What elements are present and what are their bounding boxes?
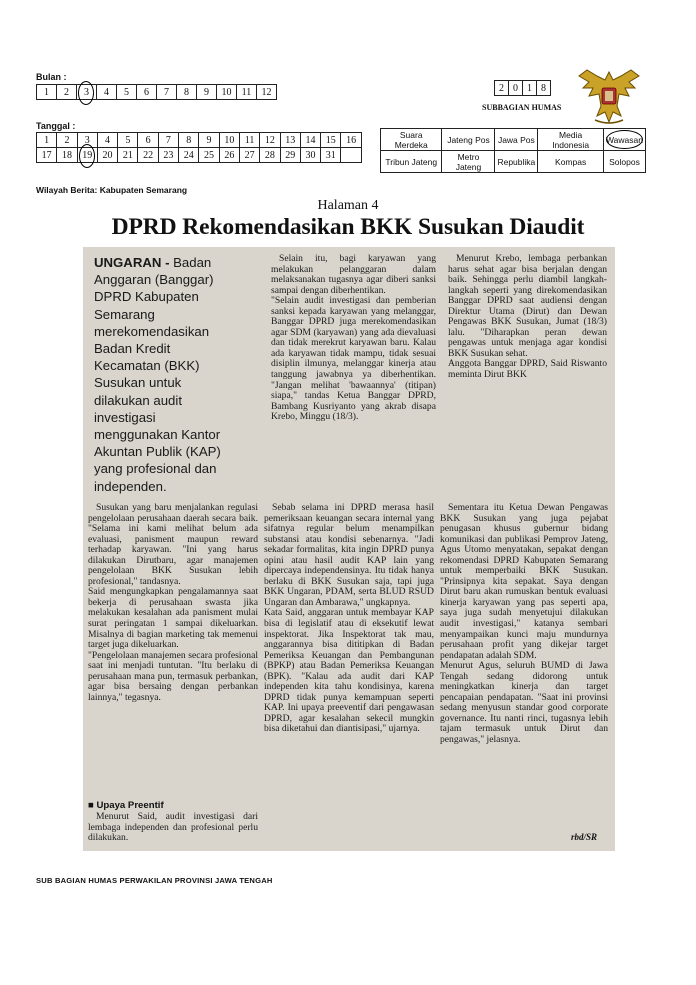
publication-cell <box>495 129 538 151</box>
footer: SUB BAGIAN HUMAS PERWAKILAN PROVINSI JAWA TENGAH <box>36 876 273 885</box>
publication-cell <box>495 151 538 173</box>
year-digit: 0 <box>509 81 523 96</box>
subhead-text: Upaya Preentif <box>96 800 164 811</box>
date-cell <box>341 148 361 163</box>
headline: DPRD Rekomendasikan BKK Susukan Diaudit <box>111 214 585 240</box>
year-digit: 2 <box>495 81 509 96</box>
garuda-emblem-icon <box>575 66 643 128</box>
publication-name: Suara Merdeka <box>394 129 428 150</box>
date-cell: 23 <box>158 148 178 163</box>
article-col-top-right <box>448 254 607 394</box>
lead-line: DPRD Kabupaten <box>94 289 199 305</box>
lead-line: independen. <box>94 478 167 494</box>
text-block: Menurut Krebo, lembaga perbankan harus sehat agar bisa berjalan dengan baik. Sehingga perlu diambil langkah-langkah seperti yang direkomendasikan Banggar DPRD saat audiensi dengan Direktur Utama (Dirut) dan Dewan Pengawas BKK Susukan, Jumat (18/3) lalu. "Diharapkan peran dewan pengawas untuk menjaga agar kondisi BKK Susukan sehat. Anggota Banggar DPRD, Said Riswanto meminta Dirut BKK <box>448 254 607 381</box>
date-cell: 25 <box>199 148 219 163</box>
publication-cell <box>603 129 645 151</box>
date-cell: 14 <box>300 133 320 148</box>
tanggal-label: Tanggal : <box>36 121 76 131</box>
month-cell: 1 <box>37 85 57 100</box>
date-cell: 4 <box>97 133 117 148</box>
lead-line: Kecamatan (BKK) <box>94 358 200 374</box>
month-cell: 11 <box>237 85 257 100</box>
publication-table <box>380 128 646 173</box>
publication-cell <box>538 129 604 151</box>
publication-name: Media Indonesia <box>552 129 590 150</box>
month-cell: 6 <box>137 85 157 100</box>
date-cell: 26 <box>219 148 239 163</box>
date-cell: 18 <box>57 148 77 163</box>
date-cell: 5 <box>118 133 138 148</box>
date-cell: 12 <box>260 133 280 148</box>
lead-line: Susukan untuk <box>94 375 182 391</box>
month-cell: 3 <box>77 85 97 100</box>
date-cell: 30 <box>300 148 320 163</box>
date-cell: 22 <box>138 148 158 163</box>
lead-line: dilakukan audit <box>94 392 182 408</box>
date-cell: 7 <box>158 133 178 148</box>
month-cell: 7 <box>157 85 177 100</box>
year-digit: 1 <box>523 81 537 96</box>
date-cell: 15 <box>321 133 341 148</box>
publication-cell <box>381 129 442 151</box>
date-cell: 1 <box>37 133 57 148</box>
month-grid <box>36 84 277 100</box>
month-cell: 2 <box>57 85 77 100</box>
date-cell: 8 <box>179 133 199 148</box>
year-boxes <box>494 80 551 96</box>
publication-name: Wawasan <box>605 134 643 145</box>
lead-line: Akuntan Publik (KAP) <box>94 444 221 460</box>
lead-line: yang profesional dan <box>94 461 217 477</box>
selection-ring <box>606 130 643 149</box>
month-cell: 5 <box>117 85 137 100</box>
subbagian-label: SUBBAGIAN HUMAS <box>482 103 562 112</box>
publication-name: Solopos <box>609 156 640 167</box>
publication-name: Kompas <box>555 156 587 167</box>
signature: rbd/SR <box>571 832 598 842</box>
month-cell: 10 <box>217 85 237 100</box>
publication-cell <box>603 151 645 173</box>
lead-line: Badan Kredit <box>94 341 171 357</box>
publication-cell <box>442 129 495 151</box>
subhead: ■ Upaya Preentif <box>88 800 164 811</box>
date-cell: 21 <box>118 148 138 163</box>
publication-name: Republika <box>497 156 536 167</box>
text-block: Menurut Said, audit investigasi dari lembaga independen dan profesional perlu dilakukan. <box>88 812 258 844</box>
date-cell: 31 <box>321 148 341 163</box>
article-col-bot-mid <box>264 503 434 843</box>
publication-cell <box>381 151 442 173</box>
publication-cell <box>442 151 495 173</box>
lead-line: investigasi <box>94 409 156 425</box>
publication-name: Jawa Pos <box>497 134 535 145</box>
date-cell: 9 <box>199 133 219 148</box>
publication-name: Jateng Pos <box>447 134 490 145</box>
article-lead <box>94 254 259 494</box>
article-col-bot-right <box>440 503 608 833</box>
dateline: UNGARAN - <box>94 255 170 270</box>
year-digit: 8 <box>537 81 551 96</box>
date-cell: 16 <box>341 133 361 148</box>
text-block: Sementara itu Ketua Dewan Pengawas BKK Susukan yang juga pejabat penugasan khusus gubernur bidang komunikasi dan publikasi Pemprov Jateng, Agus Utomo menyatakan, sepakat dengan rekomendasi DPRD Kabupaten Semarang untuk memperbaiki BKK Susukan. "Prinsipnya kita sepakat. Saya dengan Dirut baru akan rumuskan bentuk evaluasi kinerja karyawan yang pas seperti apa, saya juga sudah menyetujui dilakukan audit investigasi," katanya sembari menyampaikan kunci maju mundurnya perusahaan profit yang dikejar target pendapatan adalah SDM. Menurut Agus, seluruh BUMD di Jawa Tengah sedang didorong untuk meningkatkan kinerja dan target pencapaian pendapatan. "Saat ini provinsi sedang menyusun standar good corporate governance. Itu nanti rinci, tugasnya lebih tajam termasuk untuk Dirut dan pengawas," jelasnya. <box>440 503 608 746</box>
month-cell: 9 <box>197 85 217 100</box>
text-block: Selain itu, bagi karyawan yang melakukan pelanggaran dalam melaksanakan tugasnya agar diberi sanksi sampai dengan diberhentikan. "Selain audit investigasi dan pemberian sanksi kepada karyawan yang melanggar, Banggar DPRD juga merekomendasikan agar SDM (karyawan) yang ada dievaluasi dan tidak merekrut karyawan baru. Kalau ada karyawan tidak mampu, tidak sesuai disiplin ilmunya, melanggar kinerja atau tanggung jawabnya ya diberhentikan. "Jangan melihat 'bawaannya' (titipan) siapa," tandas Ketua Banggar DPRD, Bambang Kusriyanto yang akrab disapa Krebo, Minggu (18/3). <box>271 254 436 423</box>
publication-name: Tribun Jateng <box>385 156 438 167</box>
month-cell: 8 <box>177 85 197 100</box>
date-cell: 29 <box>280 148 300 163</box>
date-grid <box>36 132 362 163</box>
publication-name: Metro Jateng <box>455 151 482 172</box>
article-col-top-mid <box>271 254 436 486</box>
month-cell: 12 <box>257 85 277 100</box>
page-number: Halaman 4 <box>317 198 379 213</box>
date-cell: 20 <box>97 148 117 163</box>
date-cell: 27 <box>239 148 259 163</box>
lead-line: merekomendasikan <box>94 323 210 339</box>
lead-line: menggunakan Kantor <box>94 427 221 443</box>
text-block: Sebab selama ini DPRD merasa hasil pemeriksaan keuangan secara internal yang sifatnya regular belum menampilkan substansi atau kondisi sebenarnya. "Jadi sekadar formalitas, kita ingin DPRD punya opini atau hasil audit KAP lain yang dipercaya independensinya. Itu tidak hanya berlaku di BKK Susukan saja, tapi juga BKK Ungaran, PDAM, serta BLUD RSUD Ungaran dan Ambarawa," ungkapnya. Kata Said, anggaran untuk membayar KAP bisa di legislatif atau di eksekutif lewat inspektorat. Jika Inspektorat tak mau, anggarannya bisa dititipkan di Badan Pemeriksa Keuangan dan Pembangunan (BPKP) atau Badan Pemeriksa Keuangan (BPK). "Kalau ada audit dari KAP independen kita tahu kondisinya, karena DPRD tidak punya kemampuan seperti KAP. Ini upaya preeventif dari pengawasan DPRD, agar kesalahan sekecil mungkin bisa diketahui dan diantisipasi," ujarnya. <box>264 503 434 735</box>
article-col-bot-left-tail <box>88 812 258 846</box>
lead-line: Semarang <box>94 306 155 322</box>
lead-line: Anggaran (Banggar) <box>94 272 214 288</box>
date-cell: 2 <box>57 133 77 148</box>
date-cell: 19 <box>77 148 97 163</box>
text-block: Susukan yang baru menjalankan regulasi pengelolaan perusahaan daerah secara baik. "Selama ini kami melihat belum ada evaluasi, panisment maupun reward terhadap karyawan. "Ini yang harus dilakukan Dirutbaru, agar manajemen pengelolaan BKK Susukan lebih profesional," tandasnya. Said mengungkapkan pengalamannya saat bekerja di perusahaan swasta jika melakukan kesalahan ada panisment mulai surat peringatan 1 sampai dikeluarkan. Misalnya di bagian marketing tak memenui target juga dikeluarkan. "Pengelolaan manajemen secara profesional saat ini menjadi tuntutan. "Itu berlaku di perusahaan mana pun, termasuk perbankan, agar bisa bersaing dengan perbankan lainnya," tegasnya. <box>88 503 258 703</box>
date-cell: 3 <box>77 133 97 148</box>
date-cell: 10 <box>219 133 239 148</box>
article-col-bot-left <box>88 503 258 788</box>
bulan-label: Bulan : <box>36 72 67 82</box>
date-cell: 6 <box>138 133 158 148</box>
date-cell: 28 <box>260 148 280 163</box>
wilayah-berita: Wilayah Berita: Kabupaten Semarang <box>36 185 188 195</box>
month-cell: 4 <box>97 85 117 100</box>
lead-line: Badan <box>169 255 212 270</box>
date-cell: 24 <box>179 148 199 163</box>
date-cell: 13 <box>280 133 300 148</box>
date-cell: 17 <box>37 148 57 163</box>
publication-cell <box>538 151 604 173</box>
date-cell: 11 <box>239 133 259 148</box>
